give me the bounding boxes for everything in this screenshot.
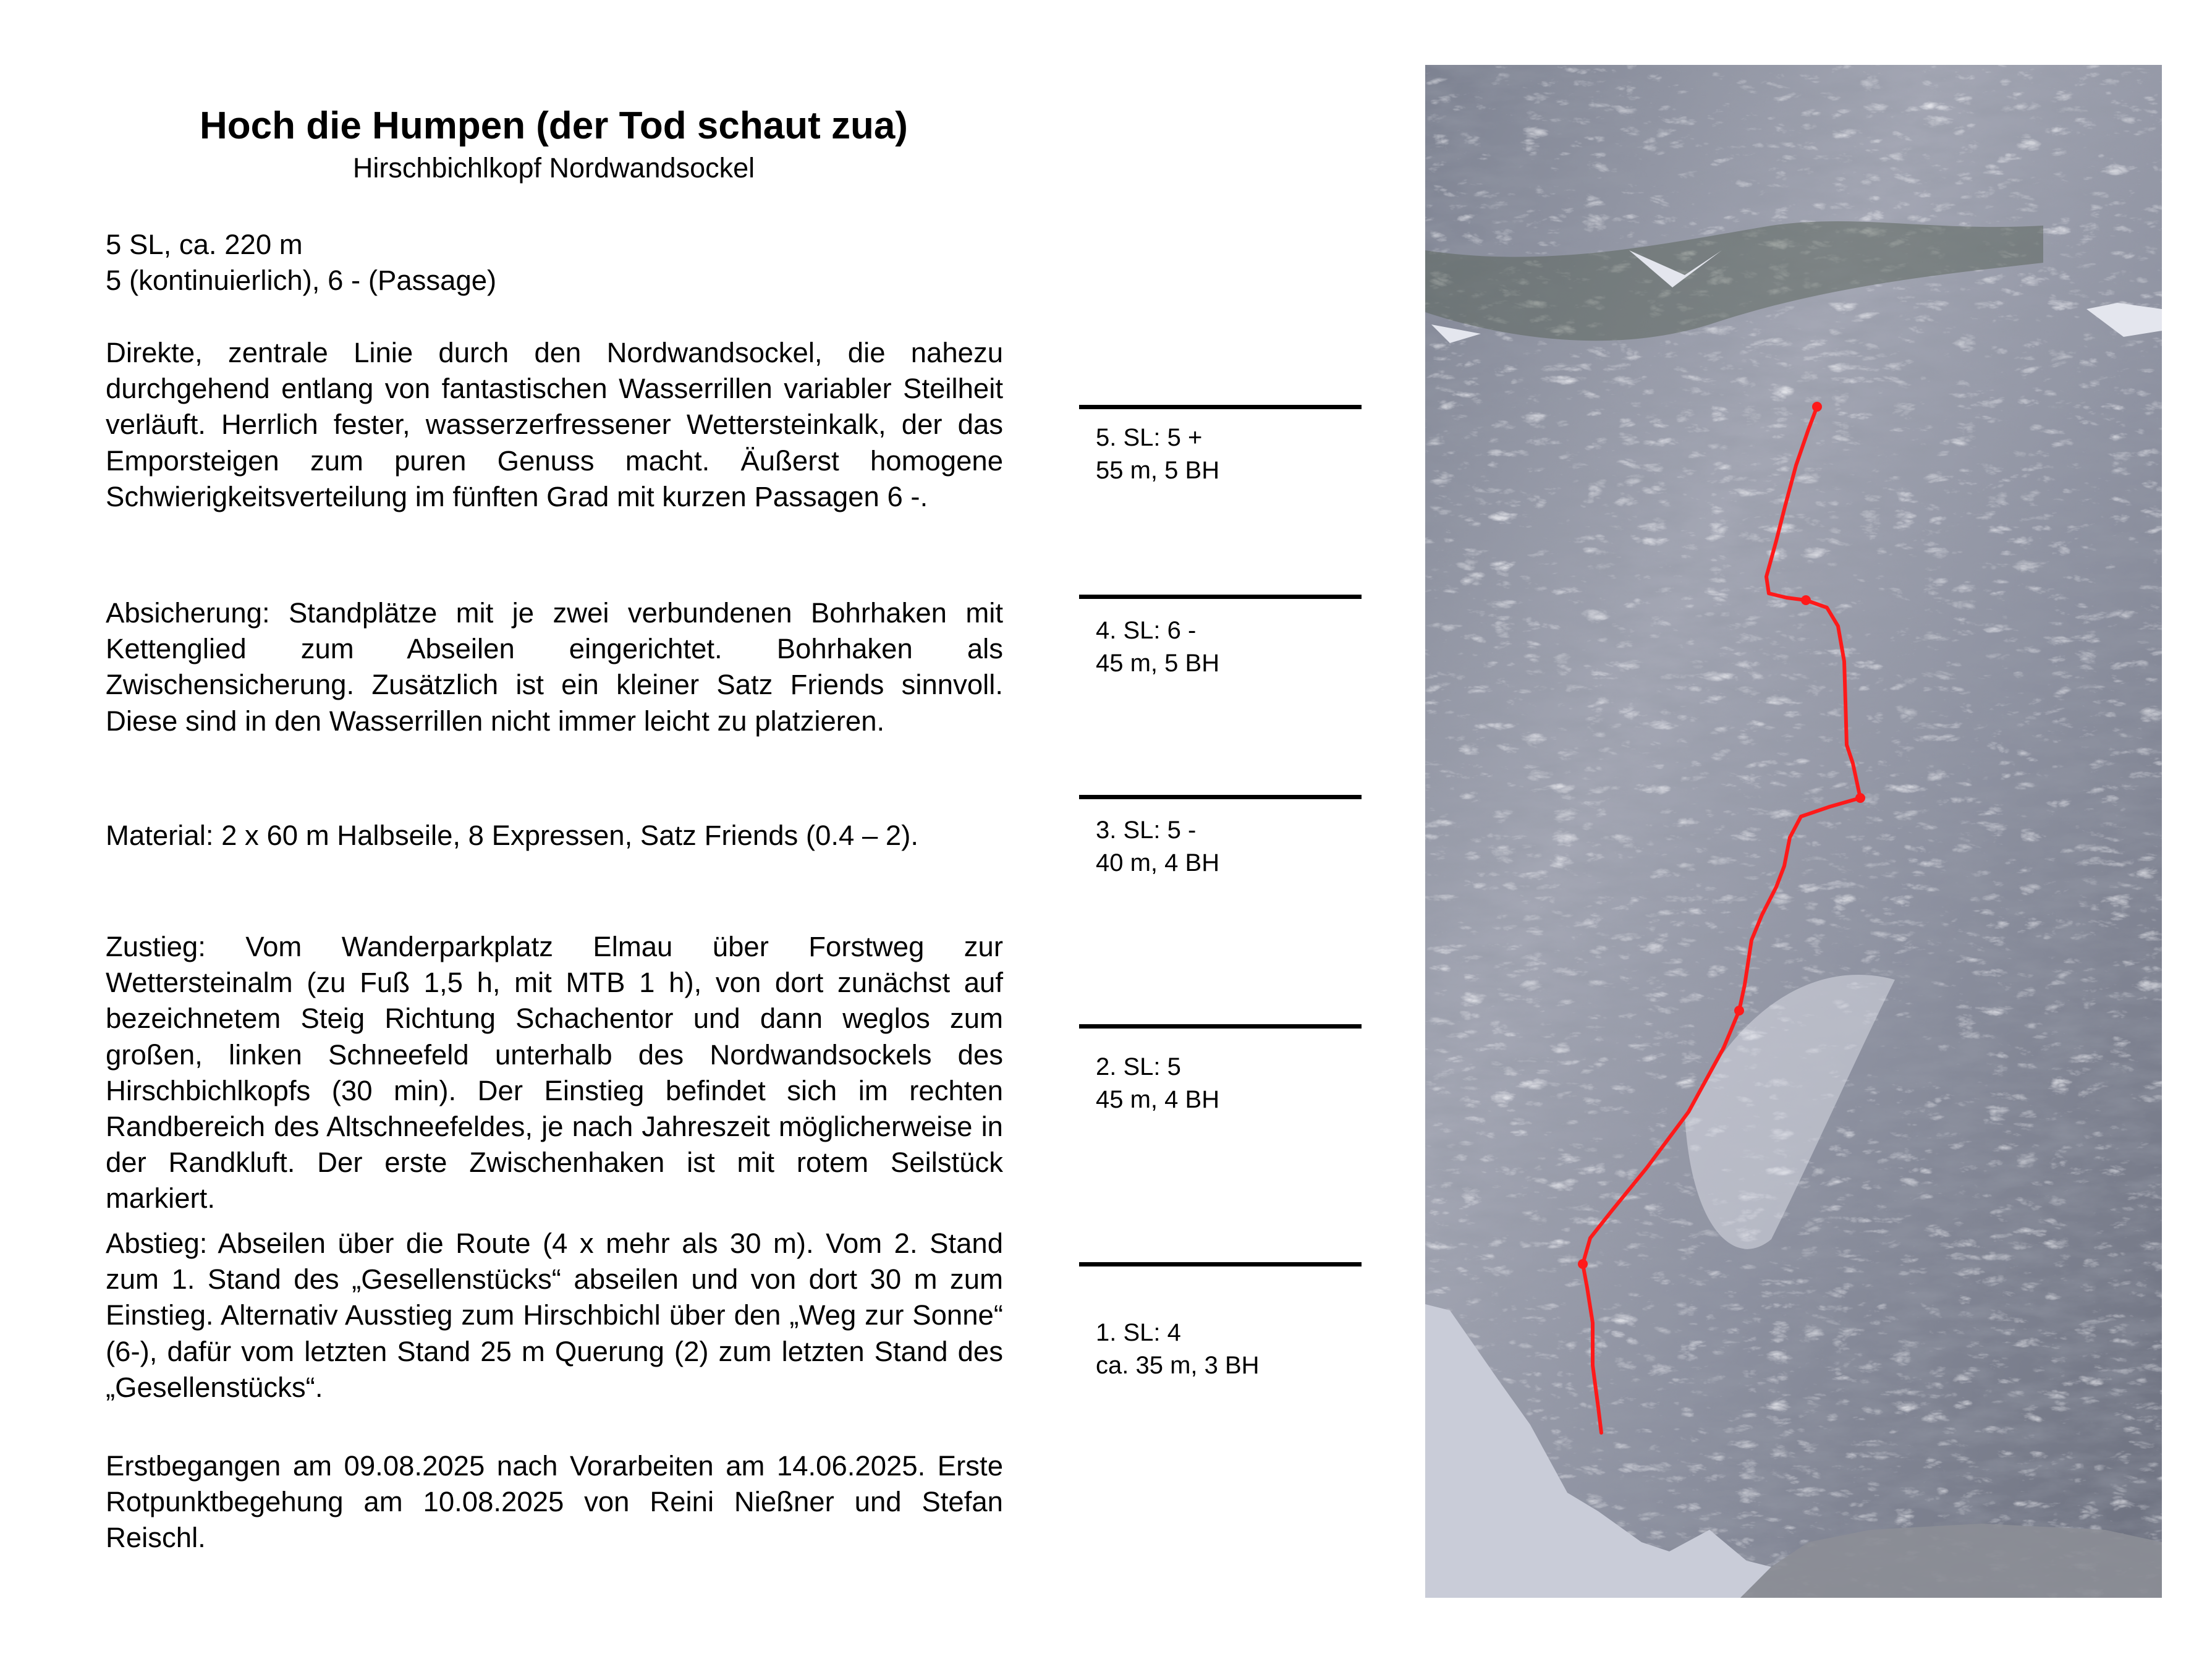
pitch-grade: 2. SL: 5 — [1096, 1053, 1181, 1080]
pitch-3-label — [1096, 814, 1219, 880]
pitch-info: 40 m, 4 BH — [1096, 849, 1220, 876]
route-title: Hoch die Humpen (der Tod schaut zua) — [200, 104, 908, 147]
approach-paragraph: Zustieg: Vom Wanderparkplatz Elmau über Forstweg zur Wettersteinalm (zu Fuß 1,5 h, mit MTB 1 h), von dort zunächst auf bezeichnetem Steig Richtung Schachentor und dann weglos zum großen, linken Schneefeld unterhalb des Nordwandsockels des Hirschbichlkopfs (30 min). Der Einstieg befindet sich im rechten Randbereich des Altschneefeldes, je nach Jahreszeit möglicherweise in der Randkluft. Der erste Zwischenhaken ist mit rotem Seilstück markiert. — [106, 931, 1003, 1215]
belay-anchor-2 — [1734, 1006, 1744, 1016]
pitch-divider — [1079, 595, 1362, 599]
belay-anchor-1 — [1578, 1259, 1588, 1269]
description-paragraph: Direkte, zentrale Linie durch den Nordwandsockel, die nahezu durchgehend entlang von fantastischen Wasserrillen variabler Steilheit verläuft. Herrlich fester, wasserzerfressener Wettersteinkalk, der das Emporsteigen zum puren Genuss macht. Äußerst homogene Schwierigkeitsverteilung im fünften Grad mit kurzen Passagen 6 -. — [106, 337, 1003, 512]
summary-grade: 5 (kontinuierlich), 6 - (Passage) — [106, 265, 497, 296]
pitch-grade: 3. SL: 5 - — [1096, 817, 1197, 844]
pitch-grade: 1. SL: 4 — [1096, 1319, 1181, 1346]
belay-anchor-5 — [1812, 402, 1822, 412]
summary-length: 5 SL, ca. 220 m — [106, 229, 303, 260]
topo-photo — [1425, 65, 2162, 1598]
pitch-info: 55 m, 5 BH — [1096, 457, 1220, 484]
pitch-grade: 4. SL: 6 - — [1096, 617, 1197, 644]
pitch-divider — [1079, 1262, 1362, 1266]
pitch-1-label — [1096, 1317, 1260, 1382]
pitch-info: ca. 35 m, 3 BH — [1096, 1352, 1260, 1379]
pitch-info: 45 m, 4 BH — [1096, 1086, 1220, 1113]
pitch-5-label — [1096, 422, 1219, 487]
pitch-divider — [1079, 1024, 1362, 1029]
material-paragraph: Material: 2 x 60 m Halbseile, 8 Expressen, Satz Friends (0.4 – 2). — [106, 820, 919, 851]
descent-paragraph: Abstieg: Abseilen über die Route (4 x mehr als 30 m). Vom 2. Stand zum 1. Stand des „Gesellenstücks“ abseilen und von dort 30 m zum Einstieg. Alternativ Ausstieg zum Hirschbichl über den „Weg zur Sonne“ (6-), dafür vom letzten Stand 25 m Querung (2) zum letzten Stand des „Gesellenstücks“. — [106, 1228, 1003, 1403]
pitch-4-label — [1096, 614, 1219, 680]
rock-face-illustration — [1425, 65, 2162, 1598]
pitch-divider — [1079, 405, 1362, 409]
route-subtitle: Hirschbichlkopf Nordwandsockel — [352, 152, 755, 184]
protection-paragraph: Absicherung: Standplätze mit je zwei verbundenen Bohrhaken mit Kettenglied zum Abseilen eingerichtet. Bohrhaken als Zwischensicherung. Zusätzlich ist ein kleiner Satz Friends sinnvoll. Diese sind in den Wasserrillen nicht immer leicht zu platzieren. — [106, 597, 1003, 737]
pitch-2-label — [1096, 1051, 1219, 1116]
first-ascent-paragraph: Erstbegangen am 09.08.2025 nach Vorarbeiten am 14.06.2025. Erste Rotpunktbegehung am 10.08.2025 von Reini Nießner und Stefan Reischl. — [106, 1450, 1003, 1554]
pitch-divider — [1079, 795, 1362, 799]
pitch-info: 45 m, 5 BH — [1096, 650, 1220, 677]
belay-anchor-4 — [1801, 595, 1811, 605]
belay-anchor-3 — [1855, 793, 1865, 803]
pitch-grade: 5. SL: 5 + — [1096, 424, 1203, 451]
